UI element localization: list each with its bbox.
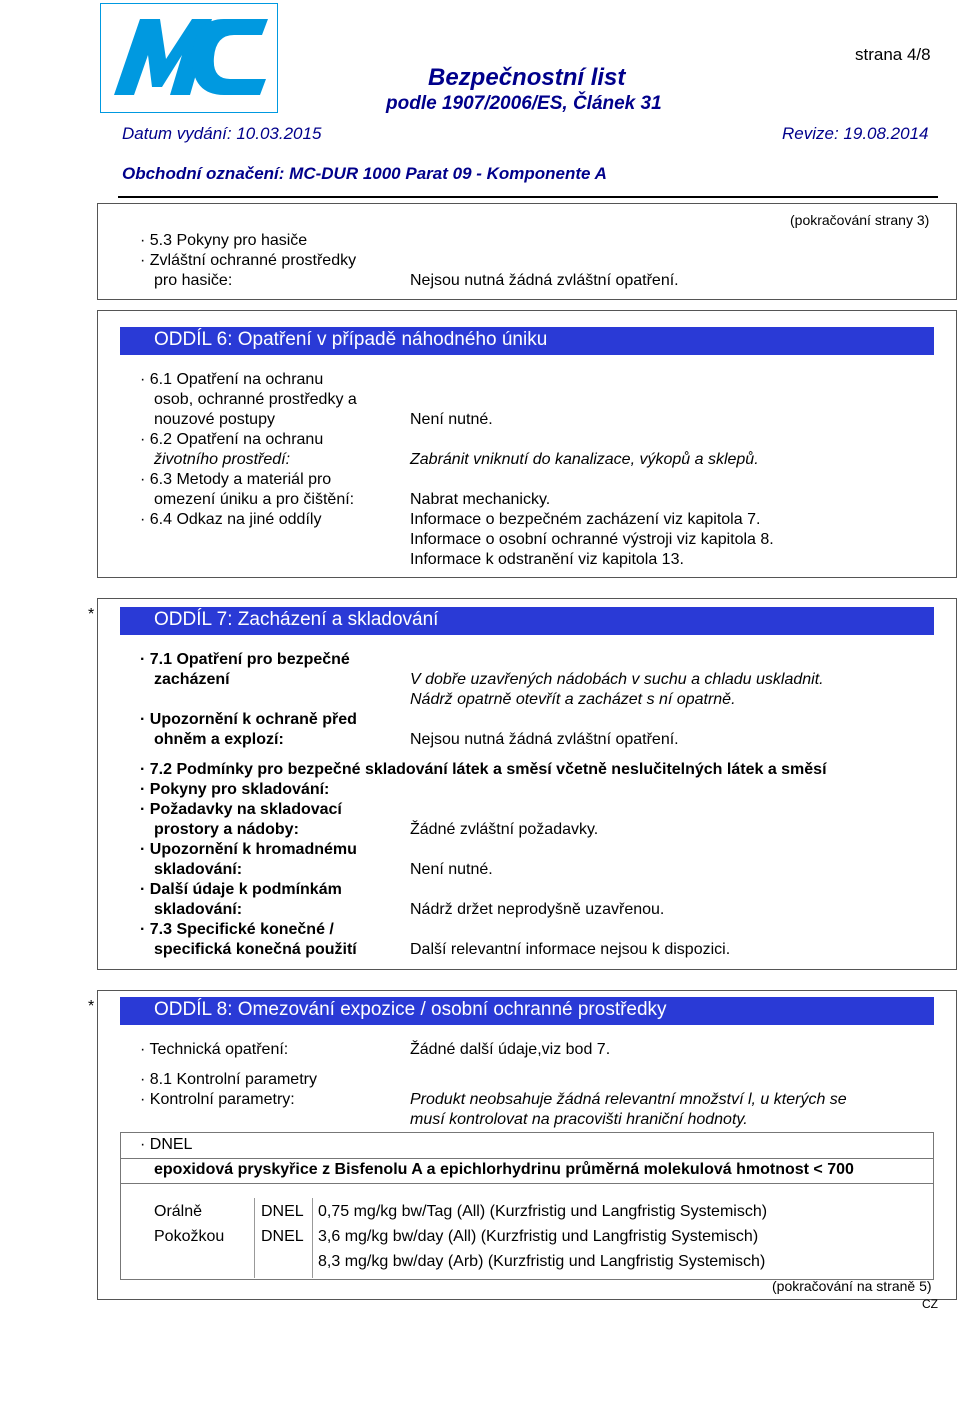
label-7-bulk-b: skladování: xyxy=(154,861,243,878)
dnel-type: DNEL xyxy=(261,1228,304,1245)
label-7-further: · Další údaje k podmínkám xyxy=(140,881,342,898)
page-number: strana 4/8 xyxy=(855,45,931,64)
label-7-requirements: · Požadavky na skladovací xyxy=(140,801,342,818)
label-5-firefighters: pro hasiče: xyxy=(154,272,233,289)
dnel-route: Orálně xyxy=(154,1203,203,1220)
trade-name: Obchodní označení: MC-DUR 1000 Parat 09 - Komponente A xyxy=(122,164,607,183)
dnel-divider xyxy=(120,1158,934,1159)
value-8-control-a: Produkt neobsahuje žádná relevantní množství l, u kterých se xyxy=(410,1091,847,1108)
label-7-fire: · Upozornění k ochraně před xyxy=(140,711,357,728)
value-6-1: Není nutné. xyxy=(410,411,493,428)
value-6-4-c: Informace k odstranění viz kapitola 13. xyxy=(410,551,684,568)
label-5-special: · Zvláštní ochranné prostředky xyxy=(140,252,357,269)
label-6-3-b: omezení úniku a pro čištění: xyxy=(154,491,355,508)
value-6-4-b: Informace o osobní ochranné výstroji viz kapitola 8. xyxy=(410,531,774,548)
header-divider xyxy=(118,196,938,198)
value-7-fire: Nejsou nutná žádná zvláštní opatření. xyxy=(410,731,679,748)
dnel-divider-2 xyxy=(120,1183,934,1184)
label-6-1-c: nouzové postupy xyxy=(154,411,275,428)
label-7-further-b: skladování: xyxy=(154,901,243,918)
label-5-3: · 5.3 Pokyny pro hasiče xyxy=(140,232,308,249)
document-title: Bezpečnostní list xyxy=(428,64,626,91)
label-8-control: · Kontrolní parametry: xyxy=(140,1091,295,1108)
label-6-1-b: osob, ochranné prostředky a xyxy=(154,391,357,408)
label-6-3: · 6.3 Metody a materiál pro xyxy=(140,471,332,488)
dnel-route: Pokožkou xyxy=(154,1228,225,1245)
dnel-value: 0,75 mg/kg bw/Tag (All) (Kurzfristig und Langfristig Systemisch) xyxy=(318,1203,768,1220)
dnel-value: 8,3 mg/kg bw/day (Arb) (Kurzfristig und Langfristig Systemisch) xyxy=(318,1253,766,1270)
label-6-4: · 6.4 Odkaz na jiné oddíly xyxy=(140,511,322,528)
label-6-1: · 6.1 Opatření na ochranu xyxy=(140,371,324,388)
value-7-3: Další relevantní informace nejsou k dispozici. xyxy=(410,941,731,958)
value-6-4-a: Informace o bezpečném zacházení viz kapitola 7. xyxy=(410,511,761,528)
dnel-type: DNEL xyxy=(261,1203,304,1220)
revision-date: Revize: 19.08.2014 xyxy=(782,124,929,143)
document-subtitle: podle 1907/2006/ES, Článek 31 xyxy=(386,93,662,114)
section-6-header: ODDÍL 6: Opatření v případě náhodného úniku xyxy=(120,327,934,355)
section-7-change-marker: * xyxy=(88,606,95,623)
value-7-requirements: Žádné zvláštní požadavky. xyxy=(410,821,599,838)
label-7-bulk: · Upozornění k hromadnému xyxy=(140,841,357,858)
mc-logo xyxy=(100,3,278,113)
value-7-bulk: Není nutné. xyxy=(410,861,493,878)
value-7-1-a: V dobře uzavřených nádobách v suchu a chladu uskladnit. xyxy=(410,671,824,688)
value-6-3: Nabrat mechanicky. xyxy=(410,491,551,508)
continuation-next: (pokračování na straně 5) xyxy=(772,1278,932,1294)
section-8-change-marker: * xyxy=(88,998,95,1015)
label-7-2: · 7.2 Podmínky pro bezpečné skladování látek a směsí včetně neslučitelných látek a směsí xyxy=(140,761,827,778)
value-6-2: Zabránit vniknutí do kanalizace, výkopů a sklepů. xyxy=(410,451,759,468)
issue-date: Datum vydání: 10.03.2015 xyxy=(122,124,322,143)
continuation-note: (pokračování strany 3) xyxy=(790,212,930,228)
language-code: CZ xyxy=(922,1297,938,1311)
label-dnel: · DNEL xyxy=(140,1136,193,1153)
label-8-1: · 8.1 Kontrolní parametry xyxy=(140,1071,317,1088)
dnel-value: 3,6 mg/kg bw/day (All) (Kurzfristig und Langfristig Systemisch) xyxy=(318,1228,759,1245)
dnel-col-sep-2 xyxy=(312,1198,313,1278)
label-7-requirements-b: prostory a nádoby: xyxy=(154,821,299,838)
label-7-1-b: zacházení xyxy=(154,671,230,688)
label-7-storage: · Pokyny pro skladování: xyxy=(140,781,330,798)
section-8-header: ODDÍL 8: Omezování expozice / osobní ochranné prostředky xyxy=(120,997,934,1025)
label-7-1: · 7.1 Opatření pro bezpečné xyxy=(140,651,350,668)
label-8-technical: · Technická opatření: xyxy=(140,1041,289,1058)
label-7-3-b: specifická konečná použití xyxy=(154,941,357,958)
value-8-control-b: musí kontrolovat na pracovišti hraniční hodnoty. xyxy=(410,1111,748,1128)
label-6-2-b: životního prostředí: xyxy=(154,451,291,468)
value-8-technical: Žádné další údaje,viz bod 7. xyxy=(410,1041,611,1058)
dnel-substance: epoxidová pryskyřice z Bisfenolu A a epichlorhydrinu průměrná molekulová hmotnost < 700 xyxy=(154,1161,854,1178)
dnel-col-sep-1 xyxy=(254,1198,255,1278)
label-7-3: · 7.3 Specifické konečné / xyxy=(140,921,334,938)
label-7-fire-b: ohněm a explozí: xyxy=(154,731,284,748)
value-7-further: Nádrž držet neprodyšně uzavřenou. xyxy=(410,901,665,918)
section-7-header: ODDÍL 7: Zacházení a skladování xyxy=(120,607,934,635)
label-6-2: · 6.2 Opatření na ochranu xyxy=(140,431,324,448)
value-7-1-b: Nádrž opatrně otevřít a zacházet s ní opatrně. xyxy=(410,691,736,708)
value-5-firefighters: Nejsou nutná žádná zvláštní opatření. xyxy=(410,272,679,289)
